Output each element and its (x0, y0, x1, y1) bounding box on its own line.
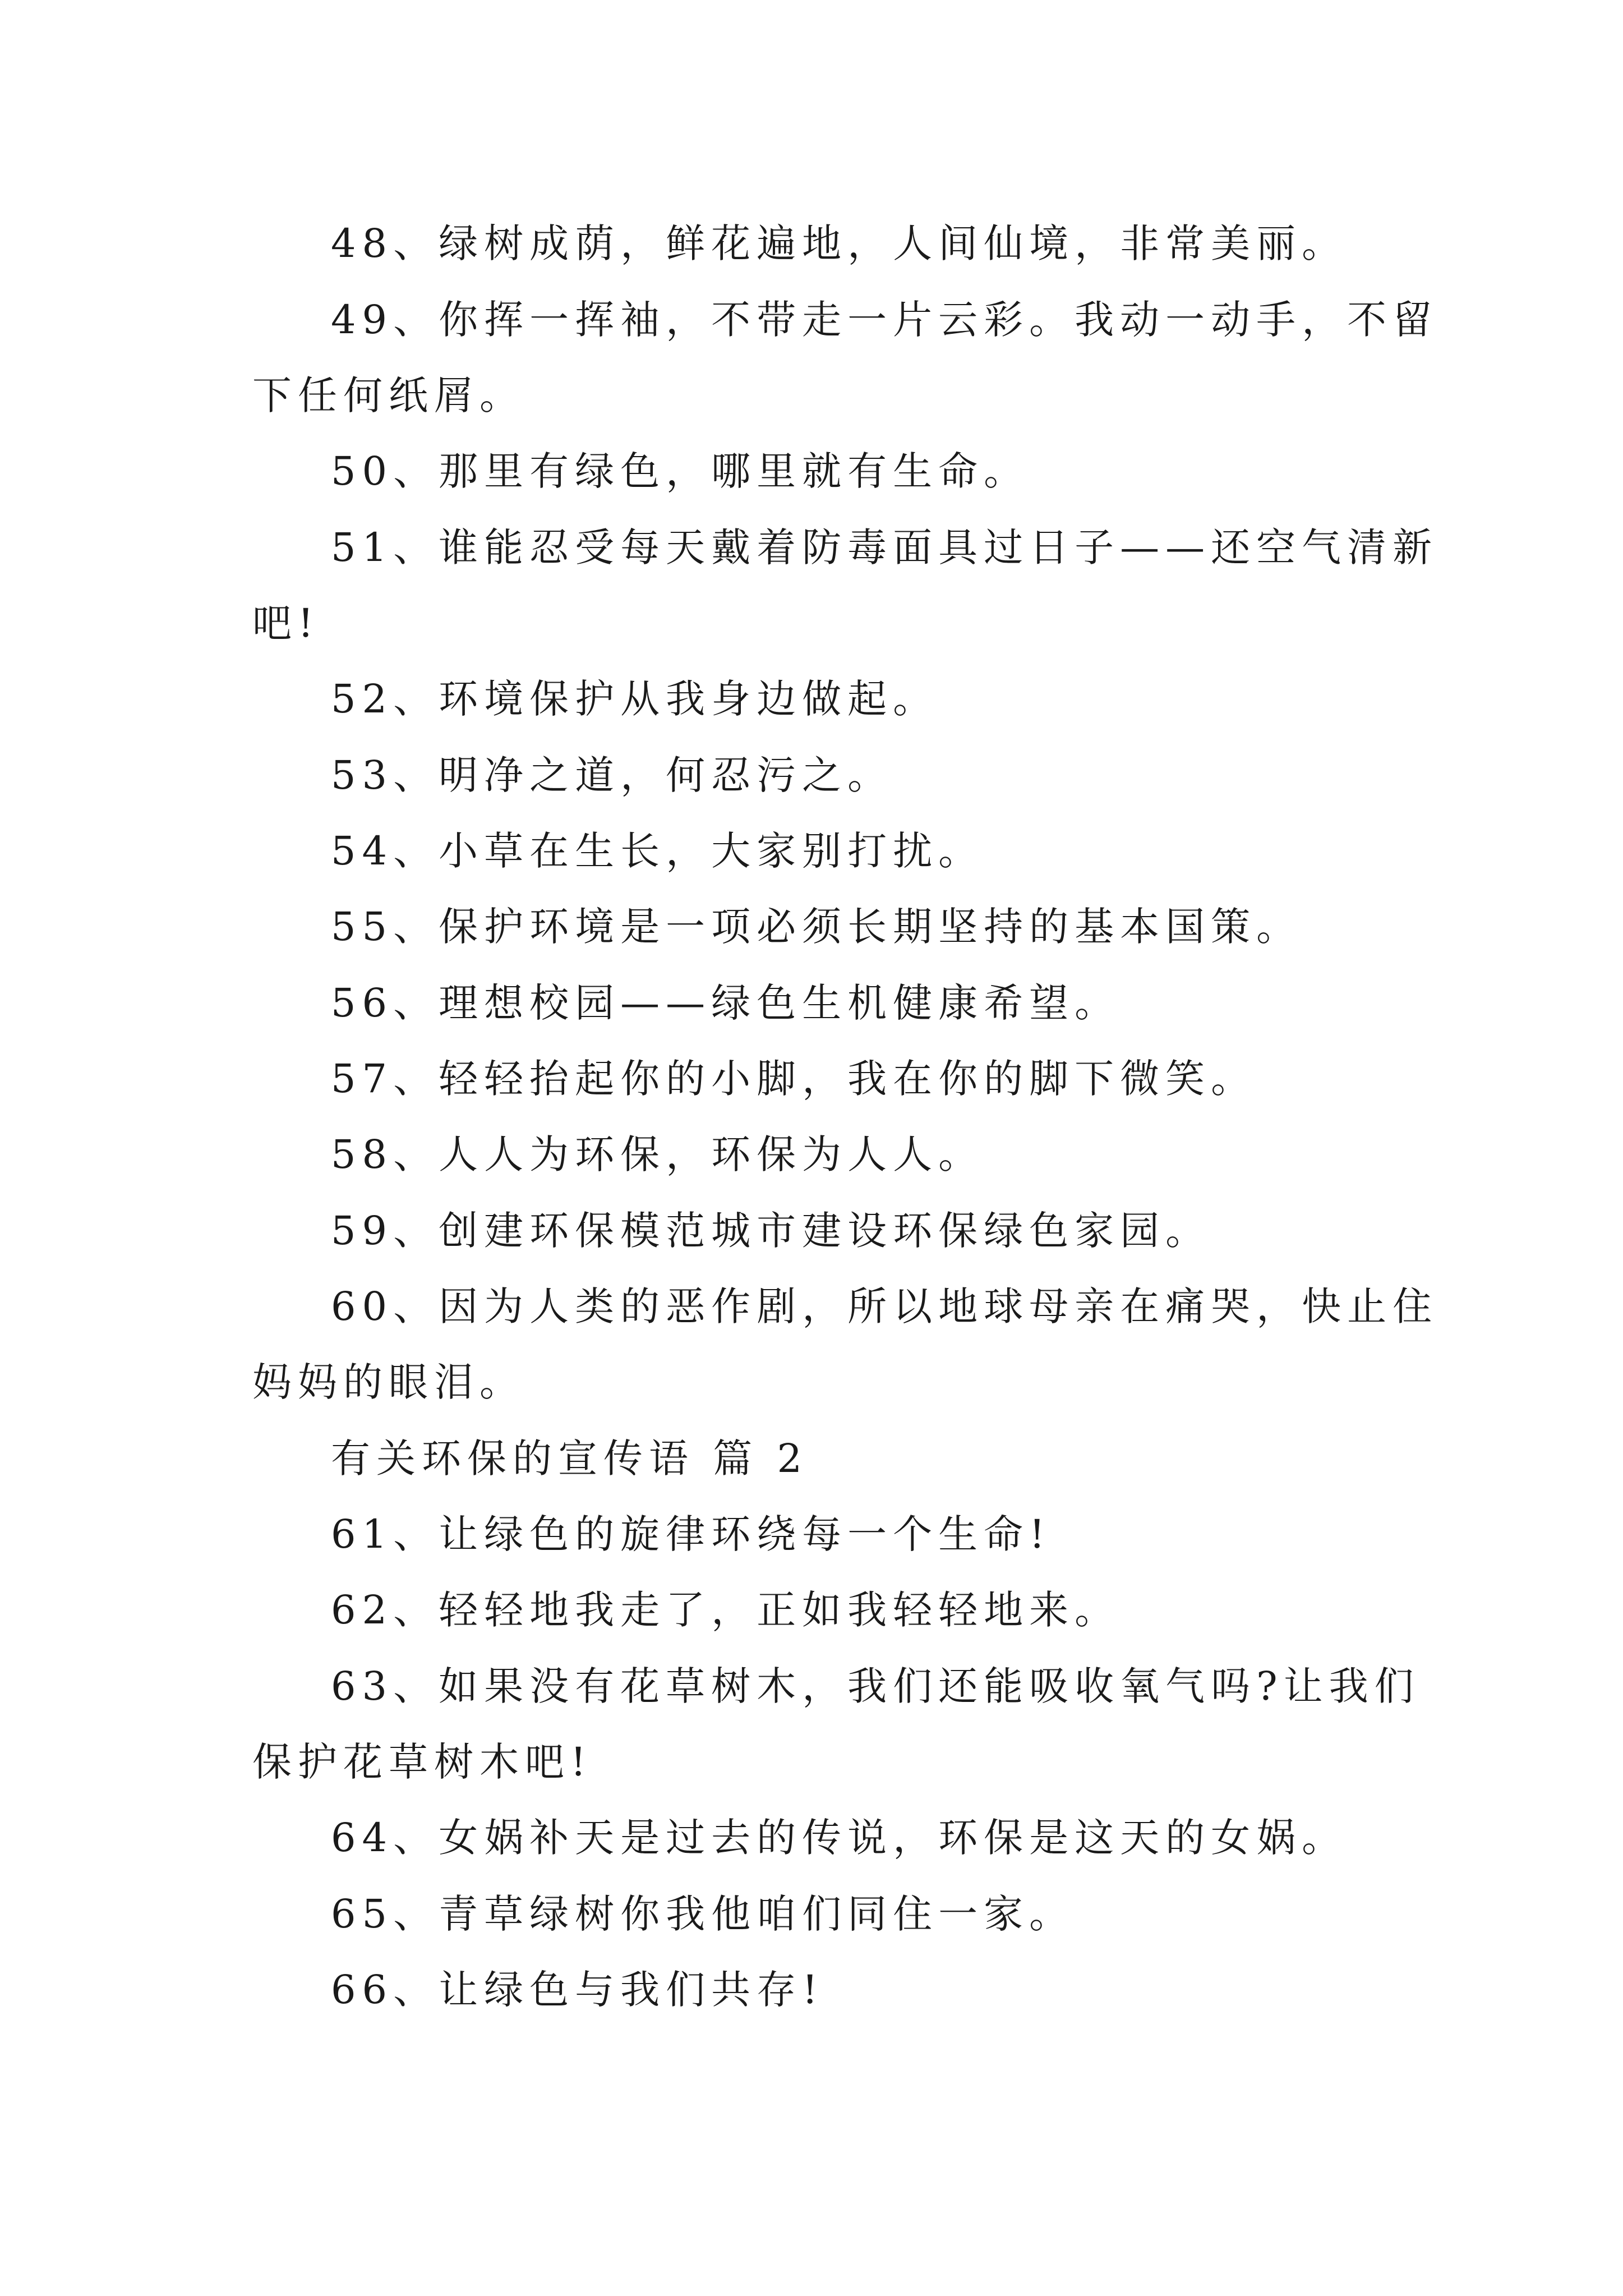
slogan-51: 51、谁能忍受每天戴着防毒面具过日子——还空气清新 (331, 524, 1438, 570)
slogan-60-continued: 妈妈的眼泪。 (252, 1359, 525, 1405)
slogan-63-continued: 保护花草树木吧! (252, 1739, 593, 1785)
slogan-49-continued: 下任何纸屑。 (252, 372, 525, 418)
slogan-51-continued: 吧! (252, 600, 320, 646)
slogan-56: 56、理想校园——绿色生机健康希望。 (331, 980, 1121, 1026)
slogan-64: 64、女娲补天是过去的传说，环保是这天的女娲。 (331, 1815, 1348, 1861)
slogan-61: 61、让绿色的旋律环绕每一个生命! (331, 1511, 1052, 1557)
slogan-54: 54、小草在生长，大家别打扰。 (331, 828, 984, 874)
slogan-58: 58、人人为环保，环保为人人。 (331, 1131, 984, 1177)
slogan-53: 53、明净之道，何忍污之。 (331, 752, 893, 798)
slogan-60: 60、因为人类的恶作剧，所以地球母亲在痛哭，快止住 (331, 1283, 1438, 1329)
slogan-49: 49、你挥一挥袖，不带走一片云彩。我动一动手，不留 (331, 297, 1438, 343)
slogan-55: 55、保护环境是一项必须长期坚持的基本国策。 (331, 904, 1302, 950)
slogan-59: 59、创建环保模范城市建设环保绿色家园。 (331, 1208, 1211, 1254)
slogan-50: 50、那里有绿色，哪里就有生命。 (331, 448, 1030, 494)
slogan-62: 62、轻轻地我走了，正如我轻轻地来。 (331, 1587, 1121, 1633)
slogan-63: 63、如果没有花草树木，我们还能吸收氧气吗?让我们 (331, 1663, 1420, 1709)
slogan-52: 52、环境保护从我身边做起。 (331, 676, 939, 722)
section-heading: 有关环保的宣传语 篇 2 (331, 1435, 809, 1481)
slogan-48: 48、绿树成荫，鲜花遍地，人间仙境，非常美丽。 (331, 220, 1348, 266)
slogan-65: 65、青草绿树你我他咱们同住一家。 (331, 1891, 1075, 1937)
slogan-66: 66、让绿色与我们共存! (331, 1967, 824, 2013)
slogan-57: 57、轻轻抬起你的小脚，我在你的脚下微笑。 (331, 1056, 1257, 1102)
